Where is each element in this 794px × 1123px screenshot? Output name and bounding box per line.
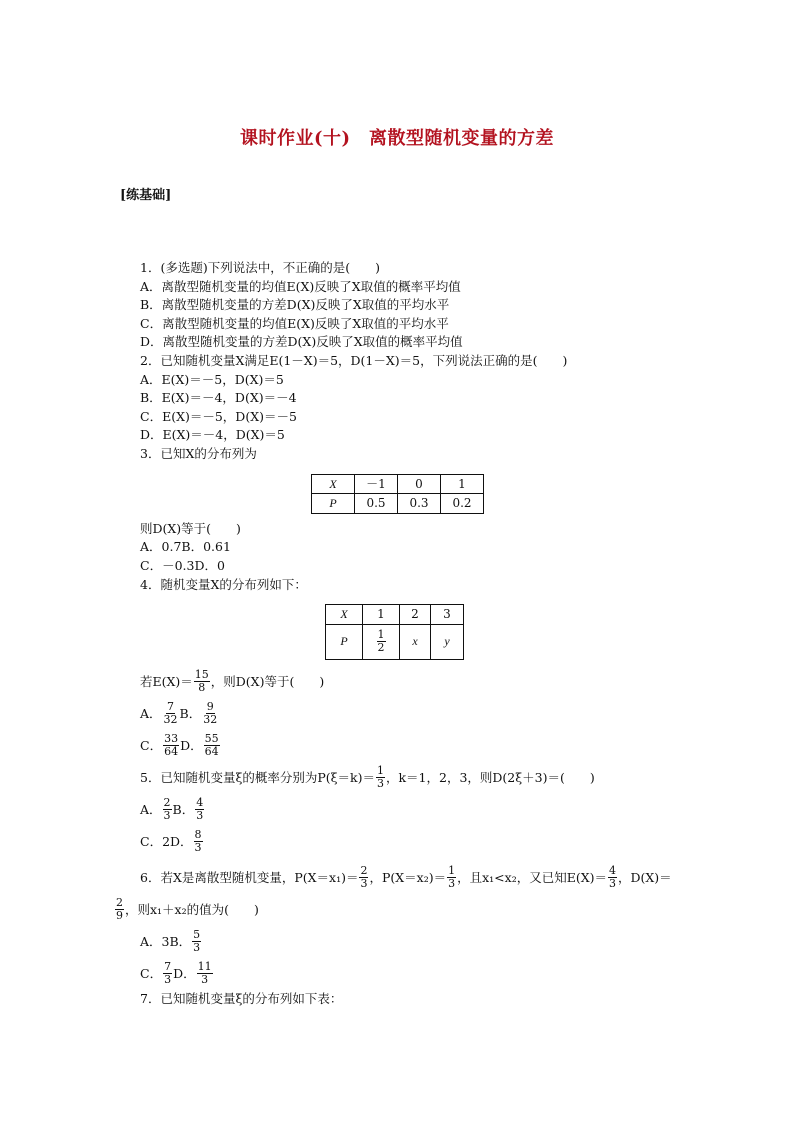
table-cell: 3 (431, 605, 464, 625)
fraction: $\frac{15}{8}$ (194, 668, 209, 695)
question-list (116, 259, 700, 1008)
page-title: 课时作业(十) 离散型随机变量的方差 (239, 128, 555, 149)
q3-options-ab: A．0.7B．0.61 (140, 539, 231, 555)
fraction: $\frac{1}{3}$ (448, 864, 456, 891)
table-cell: X (312, 474, 355, 494)
fraction: $\frac{8}{3}$ (194, 828, 202, 855)
fraction: $\frac{7}{3}$ (164, 960, 172, 987)
q1-stem: 1．(多选题)下列说法中，不正确的是( ) (140, 260, 380, 275)
q1-option-a: A．离散型随机变量的均值E(X)反映了X取值的概率平均值 (140, 278, 461, 294)
q5-stem: 5．已知随机变量ξ的概率分别为P(ξ＝k)＝ $\frac{1}{3}$ ，k＝1，2，3，则D(2ξ＋3)＝( ) (140, 764, 595, 791)
q5-options-ab: A． $\frac{2}{3}$ B． $\frac{4}{3}$ (140, 796, 204, 823)
fraction: $\frac{2}{3}$ (360, 864, 368, 891)
fraction: $\frac{2}{3}$ (163, 796, 171, 823)
table-cell: 0 (398, 474, 441, 494)
q5-options-cd: C．2D． $\frac{8}{3}$ (140, 828, 202, 855)
table-cell: 0.2 (441, 494, 484, 514)
q4-ask: 若E(X)＝ $\frac{15}{8}$ ，则D(X)等于( ) (140, 668, 325, 695)
q6-options-cd: C． $\frac{7}{3}$ D． $\frac{11}{3}$ (140, 960, 212, 987)
table-cell: 0.5 (355, 494, 398, 514)
fraction: $\frac{33}{64}$ (164, 732, 179, 759)
q6-options-ab: A．3B． $\frac{5}{3}$ (140, 928, 201, 955)
fraction: $\frac{9}{32}$ (203, 700, 218, 727)
q2-option-a: A．E(X)＝－5，D(X)＝5 (140, 371, 284, 387)
q1-option-c: C．离散型随机变量的均值E(X)反映了X取值的平均水平 (140, 315, 449, 331)
table-cell (363, 624, 400, 659)
fraction: $\frac{1}{3}$ (376, 764, 384, 791)
fraction: $\frac{4}{3}$ (608, 864, 616, 891)
table-cell: 1 (363, 605, 400, 625)
q1-option-d: D．离散型随机变量的方差D(X)反映了X取值的概率平均值 (140, 334, 463, 350)
q6-stem-line2: $\frac{2}{9}$ ，则x₁＋x₂的值为( ) (116, 896, 259, 923)
q2-option-b: B．E(X)＝－4，D(X)＝－4 (140, 390, 297, 406)
q4-options-ab: A． $\frac{7}{32}$ B． $\frac{9}{32}$ (140, 700, 218, 727)
section-heading: [练基础] (120, 188, 172, 203)
fraction: $\frac{1}{2}$ (377, 628, 385, 655)
fraction: $\frac{2}{9}$ (116, 896, 123, 923)
fraction: $\frac{7}{32}$ (163, 700, 178, 727)
q3-distribution-table (311, 474, 484, 514)
q3-stem: 3．已知X的分布列为 (140, 445, 257, 461)
q3-options-cd: C．－0.3D．0 (140, 557, 225, 573)
q3-ask: 则D(X)等于( ) (140, 520, 241, 536)
table-cell: 0.3 (398, 494, 441, 514)
q2-stem: 2．已知随机变量X满足E(1－X)＝5，D(1－X)＝5，下列说法正确的是( ) (140, 352, 568, 368)
table-cell: 1 (441, 474, 484, 494)
fraction: $\frac{4}{3}$ (196, 796, 204, 823)
fraction: $\frac{55}{64}$ (204, 732, 219, 759)
q2-option-c: C．E(X)＝－5，D(X)＝－5 (140, 408, 297, 424)
table-cell: y (431, 624, 464, 659)
q7-stem: 7．已知随机变量ξ的分布列如下表： (140, 990, 343, 1006)
table-cell: 2 (400, 605, 431, 625)
fraction: $\frac{11}{3}$ (197, 960, 212, 987)
fraction: $\frac{5}{3}$ (193, 928, 201, 955)
q4-distribution-table (325, 604, 464, 660)
q1-option-b: B．离散型随机变量的方差D(X)反映了X取值的平均水平 (140, 297, 450, 313)
table-cell: X (326, 605, 363, 625)
q4-options-cd: C． $\frac{33}{64}$ D． $\frac{55}{64}$ (140, 732, 219, 759)
q6-stem-line1: 6．若X是离散型随机变量，P(X＝x₁)＝ $\frac{2}{3}$ ，P(X＝x₂)＝ $\frac{1}{3}$ ，且x₁<x₂，又已知E(X)＝ $\frac{4}{3}$ ，D(X)＝ (140, 864, 672, 891)
q4-stem: 4．随机变量X的分布列如下： (140, 576, 307, 592)
table-cell: P (312, 494, 355, 514)
table-cell: x (400, 624, 431, 659)
table-cell: P (326, 624, 363, 659)
q2-option-d: D．E(X)＝－4，D(X)＝5 (140, 427, 285, 443)
table-cell: －1 (355, 474, 398, 494)
